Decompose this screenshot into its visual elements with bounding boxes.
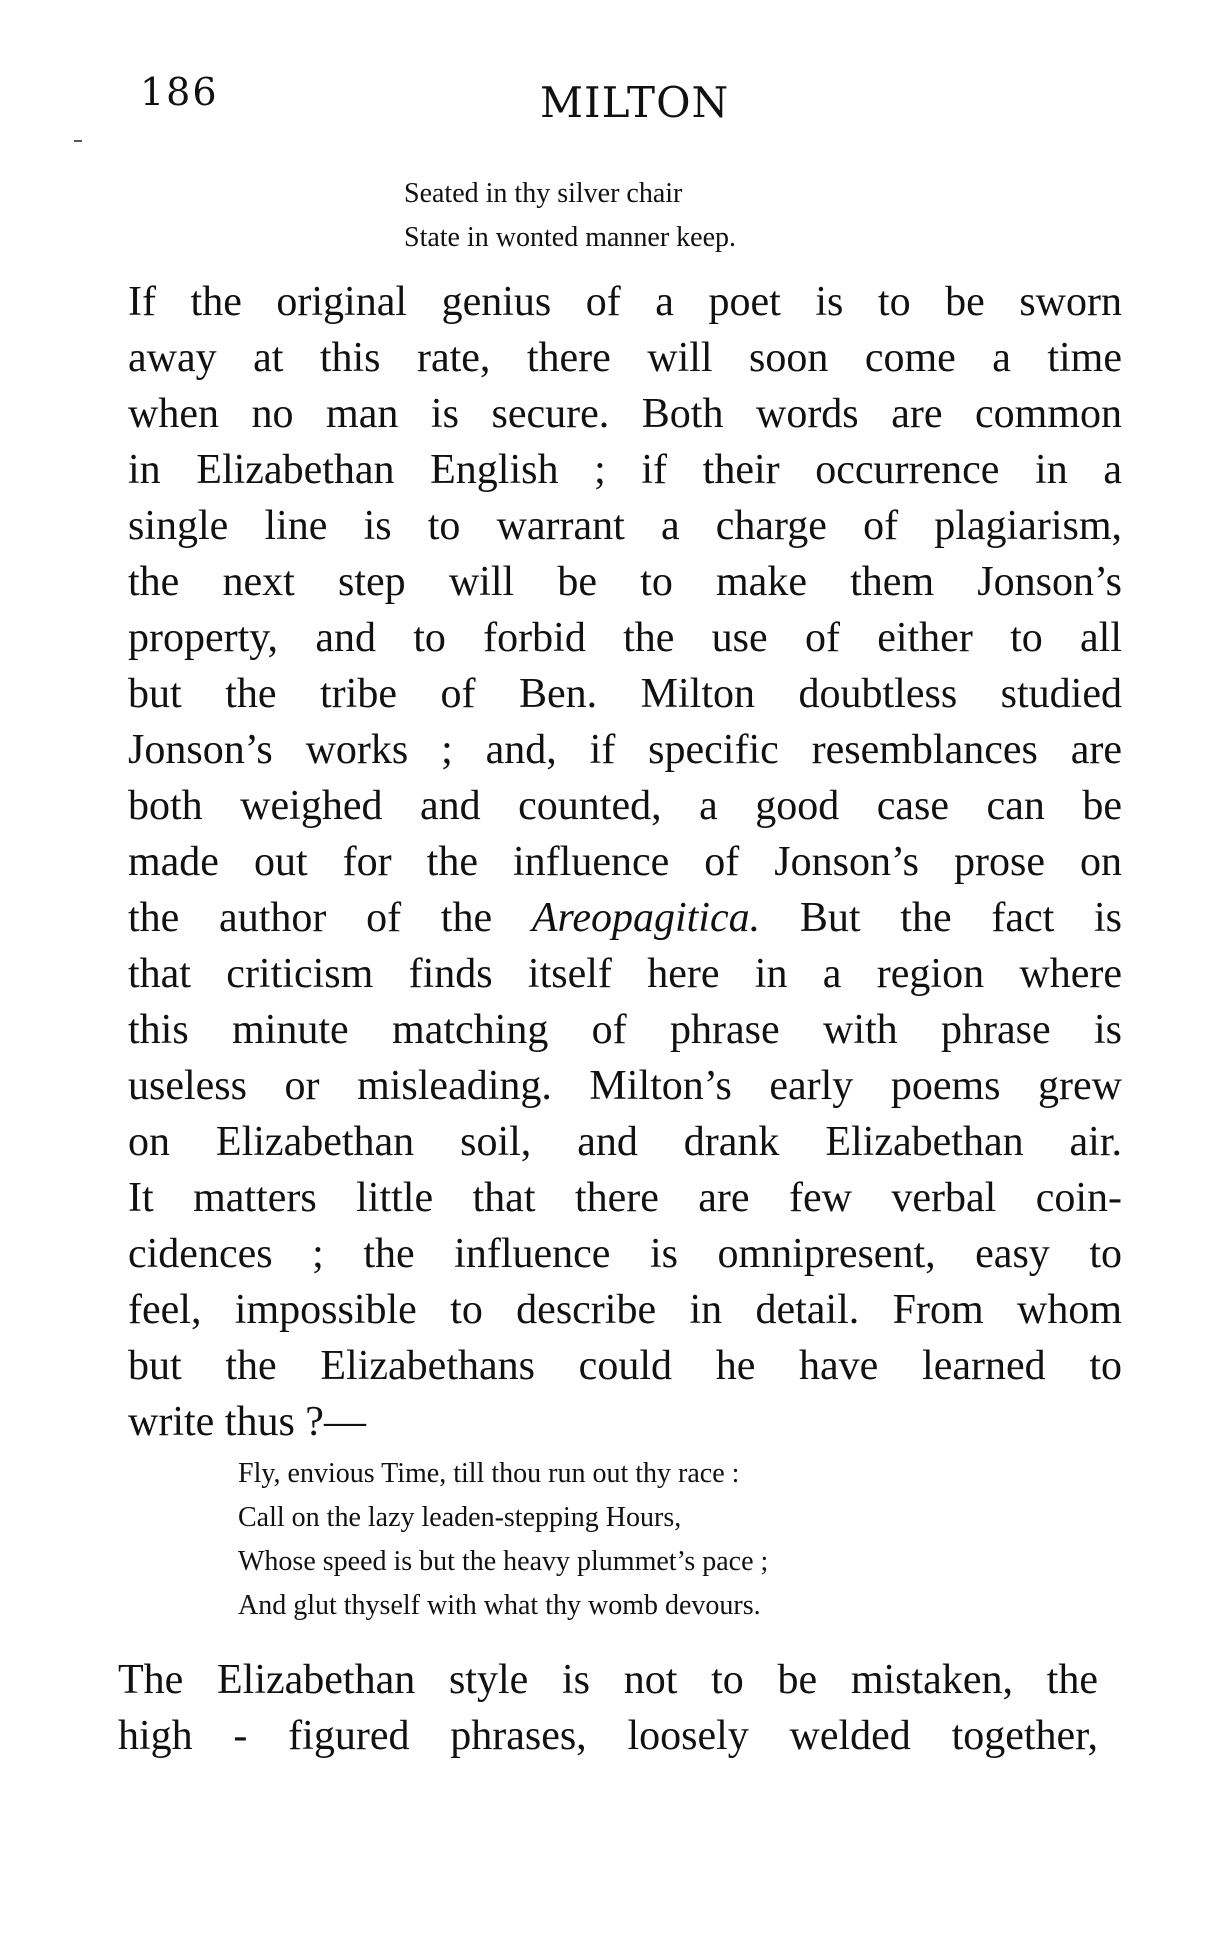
text-line: but the tribe of Ben. Milton doubtless studied (128, 671, 1122, 717)
text-line: high - figured phrases, loosely welded together, (118, 1713, 1098, 1759)
text-line: in Elizabethan English ; if their occurrence in a (128, 447, 1122, 493)
text-line: The Elizabethan style is not to be mistaken, the (118, 1657, 1098, 1703)
body-paragraph (128, 274, 1122, 1450)
text-line: feel, impossible to describe in detail. From whom (128, 1287, 1122, 1333)
verse-line: And glut thyself with what thy womb devours. (238, 1590, 761, 1621)
text-line: It matters little that there are few verbal coin- (128, 1175, 1122, 1221)
text-line: the next step will be to make them Jonson’s (128, 559, 1122, 605)
page-number: 186 (140, 70, 219, 114)
text-line-with-title (128, 890, 1122, 946)
text-line: single line is to warrant a charge of plagiarism, (128, 503, 1122, 549)
text-line: but the Elizabethans could he have learned to (128, 1343, 1122, 1389)
text-line: property, and to forbid the use of either to all (128, 615, 1122, 661)
quoted-verse-top (404, 172, 736, 260)
text-line: that criticism finds itself here in a region where (128, 951, 1122, 997)
text-line: this minute matching of phrase with phrase is (128, 1007, 1122, 1053)
verse-line: Call on the lazy leaden-stepping Hours, (238, 1502, 682, 1533)
verse-line: State in wonted manner keep. (404, 222, 737, 253)
text-line: useless or misleading. Milton’s early poems grew (128, 1063, 1122, 1109)
text-line: when no man is secure. Both words are common (128, 391, 1122, 437)
verse-line: Fly, envious Time, till thou run out thy race : (238, 1458, 740, 1489)
margin-mark (74, 140, 82, 142)
quoted-verse-sonnet (238, 1452, 768, 1628)
work-title: Areopagitica. (531, 895, 761, 941)
text-line: cidences ; the influence is omnipresent, easy to (128, 1231, 1122, 1277)
text-line: made out for the influence of Jonson’s prose on (128, 839, 1122, 885)
text-line: both weighed and counted, a good case can be (128, 783, 1122, 829)
body-paragraph-continued (118, 1652, 1098, 1764)
verse-line: Whose speed is but the heavy plummet’s pace ; (238, 1546, 769, 1577)
text-segment: the author of the (128, 895, 493, 941)
running-title: MILTON (540, 78, 730, 127)
text-line: write thus ?— (128, 1399, 366, 1445)
verse-line: Seated in thy silver chair (404, 178, 683, 209)
text-line: Jonson’s works ; and, if specific resemblances are (128, 727, 1122, 773)
text-line: on Elizabethan soil, and drank Elizabethan air. (128, 1119, 1122, 1165)
text-line: away at this rate, there will soon come a time (128, 335, 1122, 381)
text-segment: But the fact is (799, 895, 1123, 941)
text-line: If the original genius of a poet is to be sworn (128, 279, 1122, 325)
